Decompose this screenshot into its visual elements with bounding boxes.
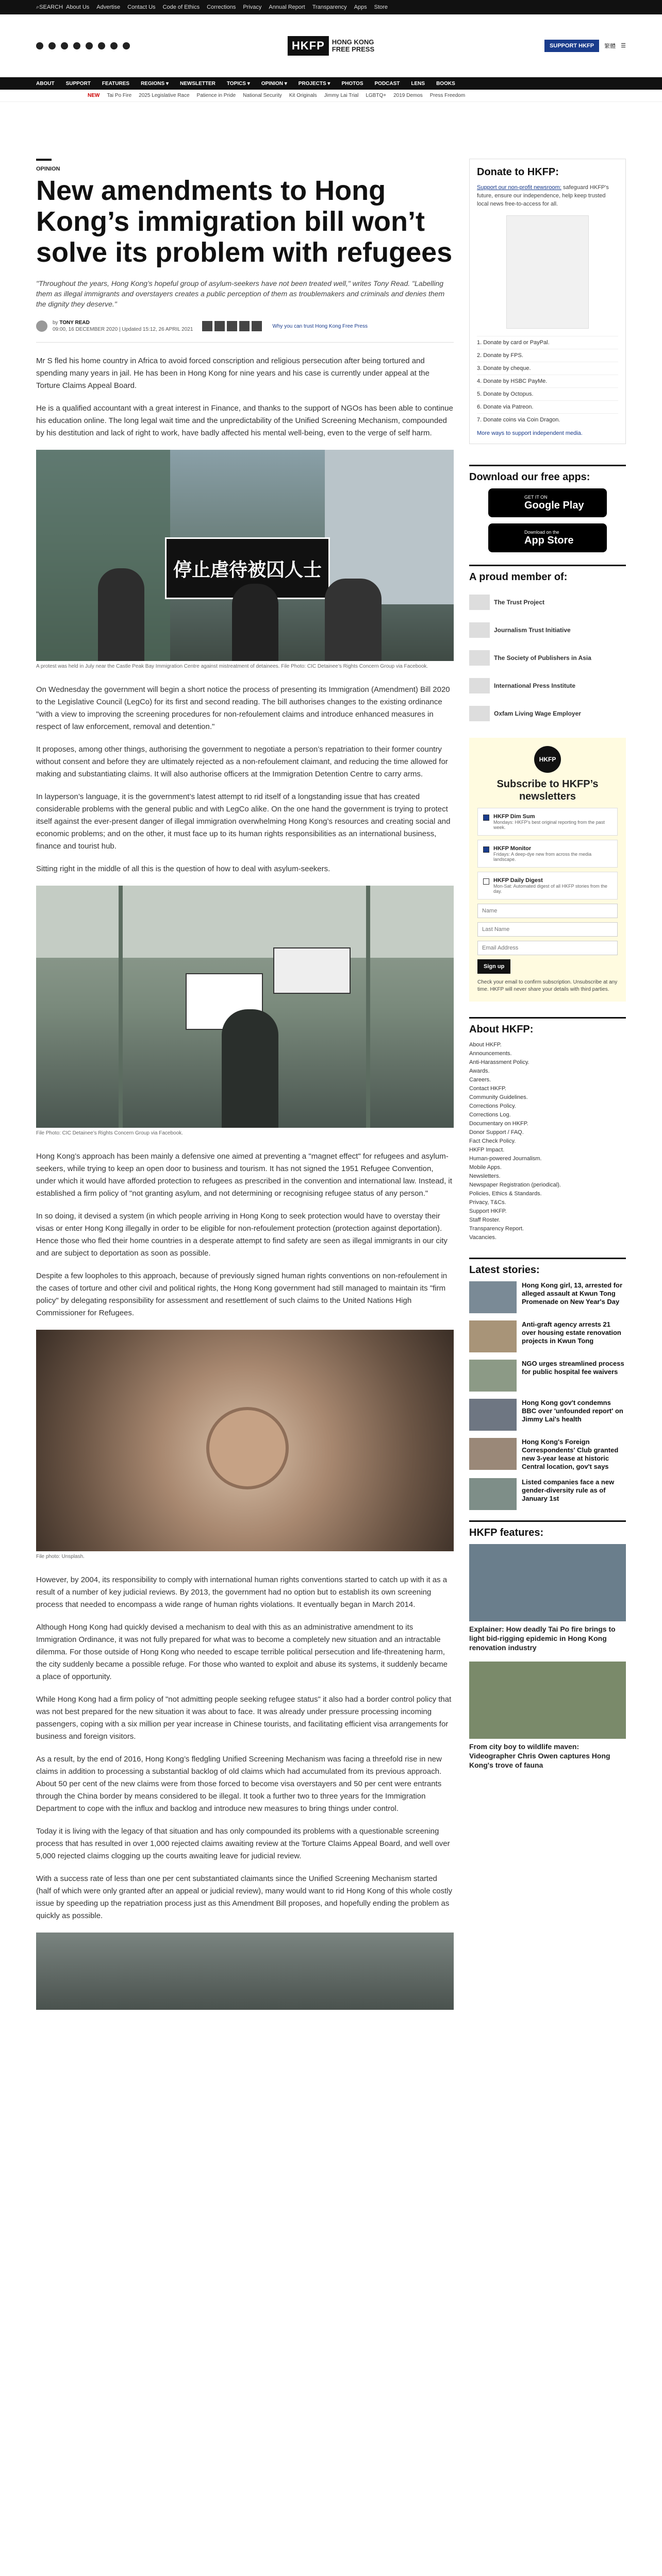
share-more-icon[interactable] [252,321,262,331]
search-link[interactable]: SEARCH [39,4,63,10]
app-store-button[interactable] [488,523,607,552]
checkbox-icon[interactable] [483,878,489,885]
body-paragraph: Sitting right in the middle of all this is the question of how to deal with asylum-seekers. [36,865,330,873]
member-mark-icon [469,678,490,693]
utility-link[interactable]: Advertise [96,4,121,10]
about-link[interactable]: Announcements. [469,1050,512,1057]
article [36,159,454,2010]
caption-1: A protest was held in July near the Castle Peak Bay Immigration Centre against mistreatment of detainees. File Photo: CIC Detainee’s Rights Concern Group via Facebook. [36,664,428,669]
body-paragraph: While Hong Kong had a firm policy of "not admitting people seeking refugee status" it also had a border control policy that was not best prepared for the new situation it was about to face. It was already under pressure processing incoming passengers, coping with a six million per year increase in Chinese tourists, and facilitating efficient visa arrangements for business and foreign visitors. [36,1695,452,1741]
story-title[interactable]: Hong Kong girl, 13, arrested for alleged assault at Kwun Tong Promenade on New Year's Day [522,1281,623,1306]
utility-link[interactable]: Corrections [207,4,236,10]
donate-box [469,159,626,444]
newsletter-title: Subscribe to HKFP’s newsletters [496,778,599,802]
donate-text: safeguard HKFP's future, ensure our independence, help keep trusted local news free-to-access for all. [477,184,609,207]
logo-line-1: HONG KONG [332,38,374,46]
publish-date: 09:00, 16 DECEMBER 2020 [53,327,118,332]
sidebar [469,159,626,2010]
latest-title: Latest stories: [469,1264,540,1276]
latest-story[interactable] [469,1438,626,1471]
utility-link[interactable]: Contact Us [127,4,156,10]
feature-title[interactable]: Explainer: How deadly Tai Po fire brings to light bid-rigging epidemic in Hong Kong renovation industry [469,1625,616,1652]
name-field[interactable] [477,904,618,918]
member-logo[interactable] [469,644,626,672]
caption-2: File Photo: CIC Detainee’s Rights Concern Group via Facebook. [36,1130,183,1136]
body-block-1 [36,355,454,439]
utility-link[interactable]: Annual Report [269,4,305,10]
threads-icon[interactable] [110,42,118,49]
donate-title: Donate to HKFP: [477,166,559,178]
member-name: The Society of Publishers in Asia [494,654,591,662]
caption-3: File photo: Unsplash. [36,1554,85,1560]
member-logo[interactable] [469,700,626,727]
about-link[interactable]: Donor Support / FAQ. [469,1129,524,1136]
share-buttons [202,321,262,331]
story-thumbnail[interactable] [469,1360,517,1392]
nav-item[interactable]: PROJECTS ▾ [298,80,330,87]
story-thumbnail[interactable] [469,1438,517,1470]
content-wrap [0,159,662,2010]
detainee-photo [36,886,454,1128]
figure-protest [36,450,454,670]
story-thumbnail[interactable] [469,1281,517,1313]
google-play-button[interactable] [488,488,607,517]
trending-bar [0,90,662,102]
donate-option[interactable]: 6. Donate via Patreon. [477,400,618,413]
utility-link[interactable]: Transparency [312,4,347,10]
about-link[interactable]: Fact Check Policy. [469,1138,516,1144]
newsletter-option[interactable] [477,840,618,868]
member-name: The Trust Project [494,599,545,606]
latest-story[interactable] [469,1399,626,1431]
body-paragraph: In so doing, it devised a system (in which people arriving in Hong Kong to seek protection would have to overstay their visas or enter Hong Kong illegally in order to be eligible for non-refoulement protection (protection against deportation). Hence those who fled their home countries in a desperate attempt to find safety are seen as illegal immigrants in our city and are subject to deportation as soon as possible. [36,1212,448,1258]
about-link[interactable]: Community Guidelines. [469,1094,528,1100]
member-logo[interactable] [469,672,626,700]
about-link[interactable]: HKFP Impact. [469,1147,505,1153]
trending-item[interactable]: 2025 Legislative Race [139,93,190,98]
x-icon[interactable] [48,42,56,49]
body-paragraph: Mr S fled his home country in Africa to avoid forced conscription and religious persecution after being tortured and spending many years in jail. He has been in Hong Kong for nine years and his case is currently under appeal at the Torture Claims Appeal Board. [36,357,429,390]
newsletter-option-desc: Mon-Sat: Automated digest of all HKFP stories from the day. [493,884,607,894]
about-links [469,1041,626,1242]
nav-item[interactable]: PHOTOS [341,80,363,87]
title-rule [36,159,52,161]
about-title: About HKFP: [469,1024,534,1035]
telegram-icon[interactable] [98,42,105,49]
share-email-icon[interactable] [239,321,250,331]
donate-option[interactable]: 4. Donate by HSBC PayMe. [477,375,618,387]
about-link[interactable]: Privacy, T&Cs. [469,1199,506,1206]
whatsapp-icon[interactable] [73,42,80,49]
about-link[interactable]: Vacancies. [469,1234,496,1241]
utility-link[interactable]: About Us [66,4,90,10]
nav-item[interactable]: FEATURES [102,80,130,87]
instagram-icon[interactable] [61,42,68,49]
share-facebook-icon[interactable] [202,321,212,331]
about-link[interactable]: Support HKFP. [469,1208,507,1214]
share-x-icon[interactable] [214,321,225,331]
search-icon[interactable]: ⌕ [36,4,40,10]
trending-item[interactable]: Press Freedom [429,93,466,98]
newsletter-box [469,738,626,1002]
social-icons [36,42,130,49]
story-title[interactable]: Hong Kong's Foreign Correspondents' Club granted new 3-year lease at historic Central location, gov't says [522,1438,619,1470]
nav-item[interactable]: NEWSLETTER [179,80,216,87]
member-title: A proud member of: [469,571,568,583]
hands-photo [36,1330,454,1551]
features-rule [469,1520,626,1522]
newsletter-option-text [493,845,612,862]
body-block-4 [36,1574,454,1922]
newsletter-option[interactable] [477,808,618,836]
utility-link[interactable]: Store [374,4,388,10]
logo-box: HKFP [288,36,329,56]
banner-text: 停止虐待被囚人士 [173,559,322,581]
donate-link[interactable]: Support our non-profit newsroom: [477,184,561,191]
about-link[interactable]: Policies, Ethics & Standards. [469,1191,542,1197]
body-paragraph: Hong Kong’s approach has been mainly a defensive one aimed at preventing a "magnet effect" for refugees and asylum-seekers, while trying to keep an open door to business and tourism. It has not signed the 1951 Refugee Convention, under which it would have afforded protection to refugees as prescribed in the convention and international law. Instead, it established a firm policy of "not granting asylum, and not determining or recognising refugee status of any person." [36,1152,452,1198]
trending-item[interactable]: Patience in Pride [196,93,236,98]
menu-icon[interactable]: ☰ [621,43,626,49]
trending-item[interactable]: LGBTQ+ [366,93,387,98]
donate-option[interactable]: 7. Donate coins via Coin Dragon. [477,413,618,426]
nav-item[interactable]: PODCAST [374,80,400,87]
app-store-line-2: App Store [524,534,574,546]
body-paragraph: In layperson’s language, it is the government’s latest attempt to rid itself of a longstanding issue that has created considerable problems with the general public and with LegCo alike. On the one hand the government is trying to protect itself against the ever-present danger of illegal immigration overwhelming Hong Kong’s resources and creating social and economic problems; and on the other, it must face up to its human rights responsibilities as an international business, finance and tourist hub. [36,792,451,851]
donate-option[interactable]: 1. Donate by card or PayPal. [477,336,618,349]
figure-hands [36,1330,454,1561]
nav-item[interactable]: OPINION ▾ [261,80,287,87]
body-paragraph: However, by 2004, its responsibility to comply with international human rights conventions started to catch up with it as a result of a number of key judicial reviews. By 2013, the government had no option but to establish its own screening process that needed to encompass a wide range of human rights violations. It eventually began in March 2014. [36,1575,448,1609]
facebook-icon[interactable] [36,42,43,49]
member-mark-icon [469,595,490,610]
by-label: by [53,320,58,326]
email-field[interactable] [477,941,618,955]
trending-item[interactable]: Kit Originals [289,93,317,98]
about-link[interactable]: Newsletters. [469,1173,501,1179]
body-block-3 [36,1150,454,1319]
about-link[interactable]: Human-powered Journalism. [469,1156,542,1162]
top-utility-bar [0,0,662,14]
app-store-line-1: Download on the [524,529,559,535]
feature-story[interactable] [469,1544,626,1652]
newsletter-option-title: HKFP Monitor [493,845,532,852]
body-paragraph: It proposes, among other things, authorising the government to negotiate a person’s repatriation to their former country without consent and before they are ultimately rejected as a non-refoulement claimant, and reducing the time allowed for making and substantiating claims. It will also authorise officers at the Immigration Detention Centre to carry arms. [36,745,448,778]
member-name: Journalism Trust Initiative [494,626,571,634]
latest-story[interactable] [469,1360,626,1392]
trending-item[interactable]: Tai Po Fire [107,93,132,98]
google-play-line-1: GET IT ON [524,494,548,500]
nav-item[interactable]: REGIONS ▾ [141,80,169,87]
newsletter-option-text [493,877,612,894]
figure-detainee [36,886,454,1137]
support-button[interactable]: SUPPORT HKFP [544,40,599,52]
donate-option[interactable]: 3. Donate by cheque. [477,362,618,375]
trending-item[interactable]: National Security [243,93,282,98]
feature-title[interactable]: From city boy to wildlife maven: Videographer Chris Owen captures Hong Kong's trove of fauna [469,1742,610,1769]
body-paragraph: Despite a few loopholes to this approach, because of previously signed human rights conventions on non-refoulement in the cases of torture and other civil and political rights, the Hong Kong government had still managed to maintain its "firm policy" by delegating responsibility for assessment and resettlement of such claims to the United Nations High Commissioner for Refugees. [36,1272,448,1317]
nav-item[interactable]: ABOUT [36,80,55,87]
main-nav [0,77,662,90]
author-name[interactable]: TONY READ [59,320,90,326]
newsletter-options [477,808,618,900]
donate-option[interactable]: 2. Donate by FPS. [477,349,618,362]
about-link[interactable]: Contact HKFP. [469,1086,506,1092]
trending-item[interactable]: Jimmy Lai Trial [324,93,359,98]
donate-blurb [477,183,618,208]
protest-photo [36,450,454,661]
site-logo[interactable] [288,36,374,56]
body-paragraph: With a success rate of less than one per cent substantiated claimants since the Unified Screening Mechanism started (half of which were only granted after an appeal or judicial review), many would want to rid Hong Kong of this whole costly issue by speeding up the repatriation process just as this Amendment Bill proposes, and hopefully ending the problem as quickly as possible. [36,1874,453,1920]
nav-item[interactable]: LENS [411,80,425,87]
header-right [544,40,626,52]
bottom-photo [36,1933,454,2010]
youtube-icon[interactable] [86,42,93,49]
nav-item[interactable]: SUPPORT [65,80,91,87]
newsletter-option[interactable] [477,872,618,900]
article-title: New amendments to Hong Kong’s immigration bill won’t solve its problem with refugees [36,175,453,268]
utility-link[interactable]: Apps [354,4,367,10]
features-title: HKFP features: [469,1527,544,1538]
about-rule [469,1017,626,1019]
new-label: NEW [88,93,100,98]
trust-link[interactable]: Why you can trust Hong Kong Free Press [272,323,368,329]
latest-story[interactable] [469,1478,626,1510]
donate-options [477,336,618,426]
story-title[interactable]: Anti-graft agency arrests 21 over housing estate renovation projects in Kwun Tong [522,1320,621,1345]
utility-link[interactable]: Code of Ethics [162,4,200,10]
newsletter-footnote: Check your email to confirm subscription. Unsubscribe at any time. HKFP will never share your details with third parties. [477,979,618,992]
member-logos [469,588,626,727]
newsletter-option-desc: Fridays: A deep-dye new from across the media landscape. [493,852,592,862]
apps-rule [469,465,626,466]
newsletter-option-text [493,814,612,830]
donate-option[interactable]: 5. Donate by Octopus. [477,387,618,400]
nav-item[interactable]: BOOKS [436,80,455,87]
donate-more-link[interactable]: More ways to support independent media. [477,430,583,436]
standfirst: "Throughout the years, Hong Kong’s hopeful group of asylum-seekers have not been treated well," writes Tony Read. "Labelling them as illegal immigrants and overstayers creates a public perception of them as troublemakers and criminals and denies them the dignity they deserve." [36,279,445,308]
updated-date: Updated 15:12, 26 APRIL 2021 [122,327,193,332]
story-thumbnail[interactable] [469,1478,517,1510]
about-link[interactable]: Anti-Harassment Policy. [469,1059,529,1065]
site-header [0,14,662,77]
member-name: Oxfam Living Wage Employer [494,710,581,717]
member-logo[interactable] [469,616,626,644]
newsletter-option-desc: Mondays: HKFP's best original reporting from the past week. [493,820,605,830]
about-link[interactable]: Newspaper Registration (periodical). [469,1182,561,1188]
feature-story[interactable] [469,1662,626,1770]
member-logo[interactable] [469,588,626,616]
author-avatar [36,320,47,332]
checkbox-icon[interactable] [483,846,489,853]
body-paragraph: On Wednesday the government will begin a short notice the process of presenting its Immigration (Amendment) Bill 2020 to the Legislative Council (LegCo) for its first and second reading. The bill authorises changes to the existing ordinance "with a view to improving the screening procedures for non-refoulement claims and introduce enhanced measures in respect of law enforcement, removal and detention." [36,685,450,731]
newsletter-option-title: HKFP Daily Digest [493,877,543,884]
logo-line-2: FREE PRESS [332,45,375,53]
apps-title: Download our free apps: [469,471,590,483]
features-list [469,1544,626,1770]
signup-button[interactable]: Sign up [477,959,510,974]
last-name-field[interactable] [477,922,618,937]
trending-items [107,93,465,98]
utility-link[interactable]: Privacy [243,4,262,10]
trending-item[interactable]: 2019 Demos [393,93,423,98]
about-link[interactable]: Careers. [469,1077,491,1083]
byline: by TONY READ 09:00, 16 DECEMBER 2020 | Updated 15:12, 26 APRIL 2021 [53,320,193,332]
section-label[interactable]: OPINION [36,166,60,172]
feature-image[interactable] [469,1662,626,1739]
latest-story[interactable] [469,1281,626,1313]
about-link[interactable]: Documentary on HKFP. [469,1121,528,1127]
donate-image[interactable] [506,215,589,329]
google-play-line-2: Google Play [524,499,584,511]
member-mark-icon [469,650,490,666]
language-link[interactable]: 繁體 [604,43,616,49]
body-paragraph: As a result, by the end of 2016, Hong Kong’s fledgling Unified Screening Mechanism was facing a threefold rise in new claims in addition to processing a substantial backlog of old claims which had accumulated from its previous approach. About 50 per cent of the new claims were from those forced to become visa overstayers and 50 per cent were entrants through the China border by means considered to be illegal. It took a further two to three years for the Immigration Department to cope with the influx and backlog and introduce new measures to bring things under control. [36,1755,442,1813]
mail-icon[interactable] [123,42,130,49]
utility-links [66,4,388,10]
story-title[interactable]: NGO urges streamlined process for public hospital fee waivers [522,1360,624,1376]
newsletter-option-title: HKFP Dim Sum [493,814,535,820]
latest-stories [469,1281,626,1510]
story-title[interactable]: Hong Kong gov't condemns BBC over 'unfounded report' on Jimmy Lai's health [522,1399,623,1423]
about-link[interactable]: About HKFP. [469,1042,502,1048]
about-link[interactable]: Transparency Report. [469,1226,524,1232]
byline-row [36,319,454,343]
member-rule [469,565,626,566]
body-paragraph: He is a qualified accountant with a great interest in Finance, and thanks to the support of NGOs has been able to continue his education online. The long legal wait time and the unpredictability of the Unified Screening Mechanism, compounded by his destitution and lack of right to work, have badly affected his mental well-being, even to the verge of self harm. [36,404,453,437]
story-title[interactable]: Listed companies face a new gender-diversity rule as of January 1st [522,1478,615,1502]
logo-text [332,39,374,53]
nav-item[interactable]: TOPICS ▾ [226,80,250,87]
member-mark-icon [469,622,490,638]
member-mark-icon [469,706,490,721]
body-paragraph: Although Hong Kong had quickly devised a mechanism to deal with this as an administrative amendment to its Immigration Ordinance, it was not fully prepared for what was to become a completely new situation and an intractable dilemma. For those outside of Hong Kong who needed to escape terrible political persecution and life-threatening harm, the city suddenly became a possible refuge. For those who wanted to exploit and abuse its systems, it suddenly became a place of opportunity. [36,1623,448,1681]
feature-image[interactable] [469,1544,626,1621]
story-thumbnail[interactable] [469,1399,517,1431]
about-link[interactable]: Corrections Policy. [469,1103,516,1109]
newsletter-logo: HKFP [534,746,561,773]
checkbox-icon[interactable] [483,815,489,821]
about-link[interactable]: Awards. [469,1068,490,1074]
about-link[interactable]: Corrections Log. [469,1112,511,1118]
member-name: International Press Institute [494,682,576,689]
about-link[interactable]: Mobile Apps. [469,1164,502,1171]
story-thumbnail[interactable] [469,1320,517,1352]
latest-rule [469,1258,626,1259]
share-whatsapp-icon[interactable] [227,321,237,331]
latest-story[interactable] [469,1320,626,1352]
body-block-2 [36,684,454,875]
body-paragraph: Today it is living with the legacy of that situation and has only compounded its problems with a questionable screening process that has resulted in over 1,000 rejected claims awaiting review at the Torture Claims Appeal Board, and well over 5,000 rejected claims clogging up the courts awaiting leave for judicial review. [36,1827,450,1860]
about-link[interactable]: Staff Roster. [469,1217,501,1223]
